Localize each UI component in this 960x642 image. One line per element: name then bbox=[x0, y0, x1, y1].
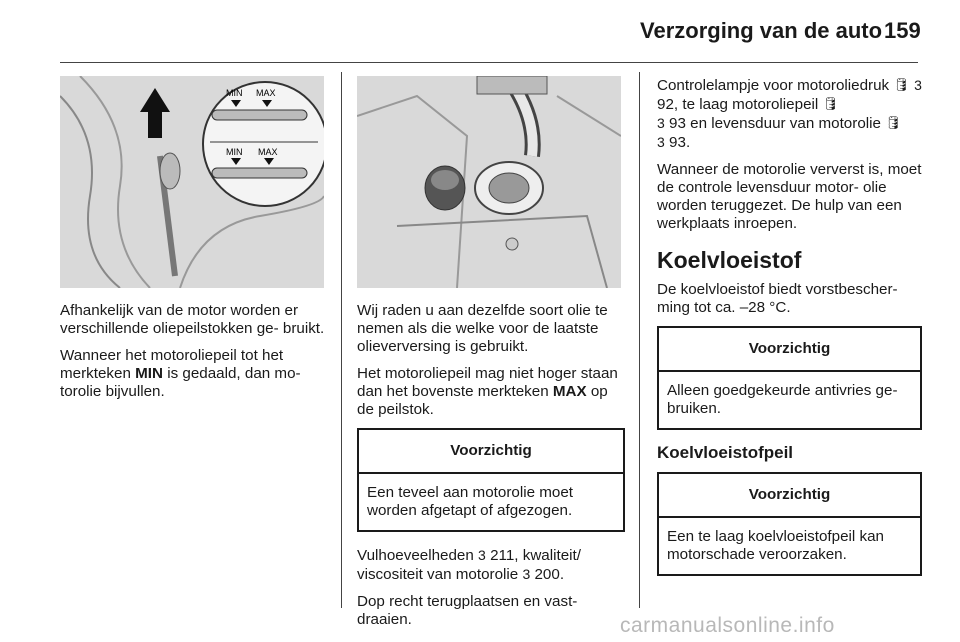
xref-arrow-icon: 3 bbox=[522, 566, 531, 582]
text-span: , kwaliteit/ viscositeit van motorolie bbox=[357, 547, 581, 583]
warning-box-excess-oil bbox=[357, 428, 625, 532]
paragraph-max-level bbox=[357, 365, 625, 419]
xref-arrow-icon: 3 bbox=[657, 134, 665, 150]
warning-text: Alleen goedgekeurde antivries ge- bruiken. bbox=[667, 382, 898, 417]
column-2 bbox=[357, 302, 625, 638]
page-number: 159 bbox=[884, 18, 921, 43]
paragraph-warning-lamps bbox=[657, 76, 922, 152]
text-span: . bbox=[559, 566, 565, 583]
page-ref: 211 bbox=[490, 547, 515, 564]
heading-coolant-level: Koelvloeistofpeil bbox=[657, 443, 794, 462]
max-label-top: MAX bbox=[256, 88, 276, 98]
page-header bbox=[0, 0, 960, 60]
warning-title: Voorzichtig bbox=[659, 474, 920, 518]
text-span: . bbox=[685, 134, 691, 151]
column-divider-1 bbox=[341, 72, 342, 608]
text-span: Vulhoeveelheden bbox=[357, 547, 479, 564]
text-span: en levensduur van motorolie bbox=[685, 115, 886, 132]
min-label-bottom: MIN bbox=[226, 147, 243, 157]
dipstick-drawing bbox=[60, 76, 324, 288]
oil-filling-illustration bbox=[357, 76, 621, 288]
warning-title: Voorzichtig bbox=[359, 430, 623, 474]
xref-arrow-icon: 3 bbox=[914, 77, 922, 93]
paragraph-min-level bbox=[60, 347, 330, 401]
max-label-bottom: MAX bbox=[258, 147, 278, 157]
warning-box-antifreeze bbox=[657, 326, 922, 430]
oil-level-icon: 🛢 bbox=[822, 96, 840, 111]
column-1 bbox=[60, 302, 330, 410]
xref-arrow-icon: 3 bbox=[478, 547, 486, 563]
page-ref: 93 bbox=[669, 134, 686, 151]
column-divider-2 bbox=[639, 72, 640, 608]
paragraph-dipstick-types: Afhankelijk van de motor worden er verschillende oliepeilstokken ge- bruikt. bbox=[60, 302, 325, 337]
text-span: , te laag motoroliepeil bbox=[673, 96, 823, 113]
oil-pressure-icon: 🛢 bbox=[893, 77, 910, 92]
paragraph-same-oil: Wij raden u aan dezelfde soort olie te nemen als die welke voor de laatste olieverversing is gebruikt. bbox=[357, 302, 608, 355]
oil-life-icon: 🛢 bbox=[885, 115, 902, 130]
paragraph-oil-life-reset: Wanneer de motorolie ververst is, moet de controle levensduur motor- olie worden teruggezet. De hulp van een werkplaats inroepen. bbox=[657, 161, 922, 232]
text-span: Wanneer het motoroliepeil tot het merkteken bbox=[60, 347, 284, 382]
text-span: Controlelampje voor motoroliedruk bbox=[657, 77, 894, 94]
warning-box-low-coolant bbox=[657, 472, 922, 576]
max-mark: MAX bbox=[552, 383, 587, 400]
oil-filling-drawing bbox=[357, 76, 621, 288]
xref-arrow-icon: 3 bbox=[657, 115, 665, 131]
heading-coolant: Koelvloeistof bbox=[657, 247, 802, 273]
text-span: Het motoroliepeil mag niet hoger staan dan het bovenste merkteken bbox=[357, 365, 618, 400]
page-ref: 93 bbox=[669, 115, 686, 132]
min-label-top: MIN bbox=[226, 88, 243, 98]
page-ref: 92 bbox=[657, 96, 674, 113]
paragraph-capacities bbox=[357, 546, 625, 584]
header-rule bbox=[60, 62, 918, 63]
paragraph-frost-protection: De koelvloeistof biedt vorstbescher- ming tot ca. –28 °C. bbox=[657, 281, 898, 316]
paragraph-replace-cap: Dop recht terugplaatsen en vast- draaien. bbox=[357, 593, 578, 628]
warning-title: Voorzichtig bbox=[659, 328, 920, 372]
dipstick-illustration bbox=[60, 76, 324, 288]
page-title: Verzorging van de auto bbox=[640, 18, 883, 43]
warning-text: Een teveel aan motorolie moet worden afgetapt of afgezogen. bbox=[367, 484, 573, 519]
warning-text: Een te laag koelvloeistofpeil kan motorschade veroorzaken. bbox=[667, 528, 884, 563]
watermark: carmanualsonline.info bbox=[620, 614, 835, 637]
min-mark: MIN bbox=[135, 365, 163, 382]
text-span: op de peilstok. bbox=[357, 383, 608, 418]
page-ref: 200 bbox=[534, 566, 560, 583]
column-3 bbox=[657, 76, 922, 590]
text-span: is gedaald, dan mo- torolie bijvullen. bbox=[60, 365, 301, 400]
